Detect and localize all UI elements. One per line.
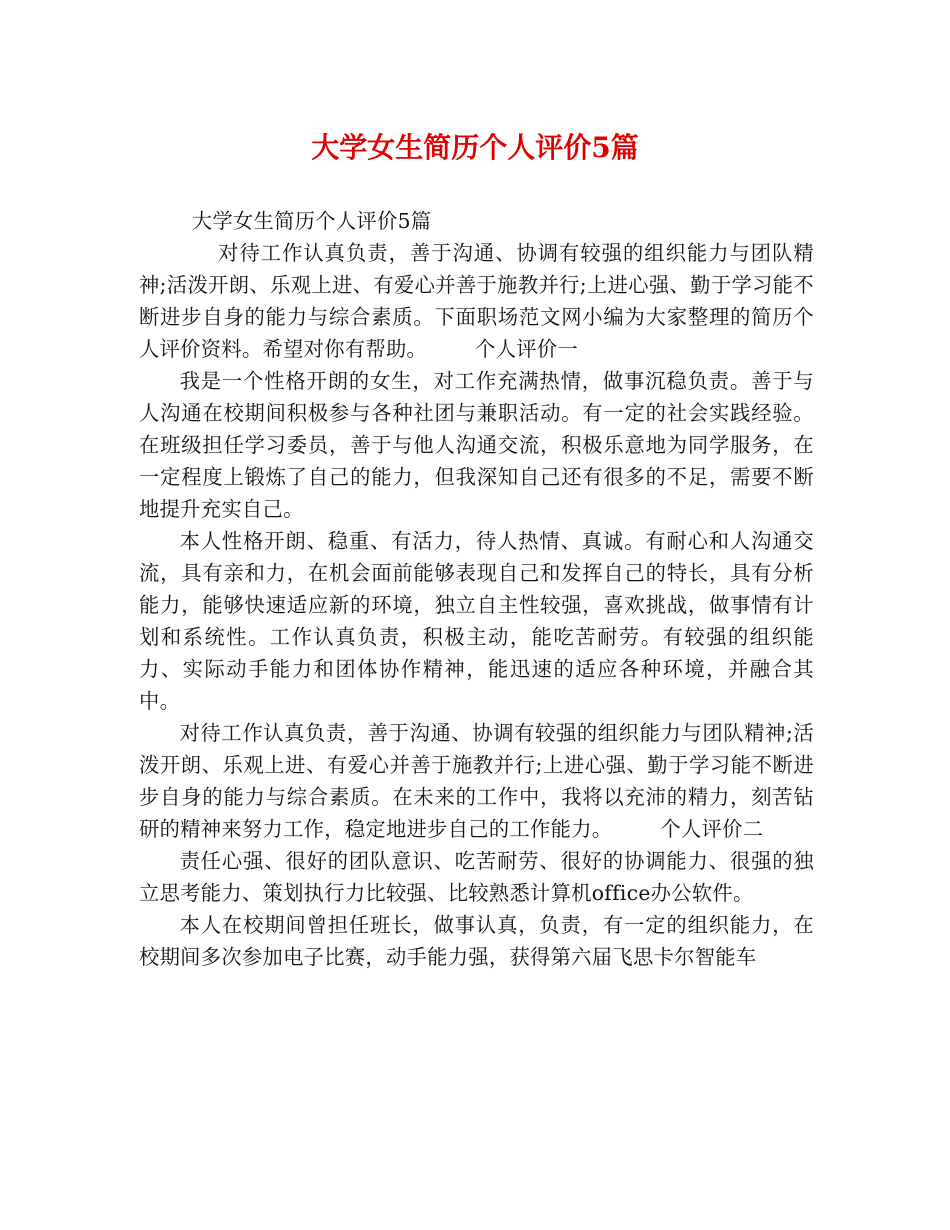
- section-heading-1: 个人评价一: [475, 337, 579, 361]
- intro-paragraph: [139, 237, 814, 365]
- intro-text: 对待工作认真负责，善于沟通、协调有较强的组织能力与团队精神;活泼开朗、乐观上进、有爱心并善于施教并行;上进心强、勤于学习能不断进步自身的能力与综合素质。下面职场范文网小编为大家整理的简历个人评价资料。希望对你有帮助。: [139, 241, 814, 361]
- paragraph-2: 本人性格开朗、稳重、有活力，待人热情、真诚。有耐心和人沟通交流，具有亲和力，在机会面前能够表现自己和发挥自己的特长，具有分析能力，能够快速适应新的环境，独立自主性较强，喜欢挑战，做事情有计划和系统性。工作认真负责，积极主动，能吃苦耐劳。有较强的组织能力、实际动手能力和团体协作精神，能迅速的适应各种环境，并融合其中。: [139, 529, 814, 713]
- paragraph-4: 责任心强、很好的团队意识、吃苦耐劳、很好的协调能力、很强的独立思考能力、策划执行力比较强、比较熟悉计算机office办公软件。: [139, 849, 814, 905]
- document-title: 大学女生简历个人评价5篇: [311, 131, 639, 164]
- section-heading-2: 个人评价二: [660, 817, 764, 841]
- document-body: [139, 205, 814, 973]
- paragraph-3-text: 对待工作认真负责，善于沟通、协调有较强的组织能力与团队精神;活泼开朗、乐观上进、有爱心并善于施教并行;上进心强、勤于学习能不断进步自身的能力与综合素质。在未来的工作中，我将以充沛的精力，刻苦钻研的精神来努力工作，稳定地进步自己的工作能力。: [139, 721, 814, 841]
- paragraph-5: 本人在校期间曾担任班长，做事认真，负责，有一定的组织能力，在校期间多次参加电子比赛，动手能力强，获得第六届飞思卡尔智能车: [139, 913, 814, 969]
- paragraph-1: 我是一个性格开朗的女生，对工作充满热情，做事沉稳负责。善于与人沟通在校期间积极参与各种社团与兼职活动。有一定的社会实践经验。在班级担任学习委员，善于与他人沟通交流，积极乐意地为同学服务，在一定程度上锻炼了自己的能力，但我深知自己还有很多的不足，需要不断地提升充实自己。: [139, 369, 814, 521]
- document-subtitle: 大学女生简历个人评价5篇: [191, 209, 432, 233]
- paragraph-3: [139, 717, 814, 845]
